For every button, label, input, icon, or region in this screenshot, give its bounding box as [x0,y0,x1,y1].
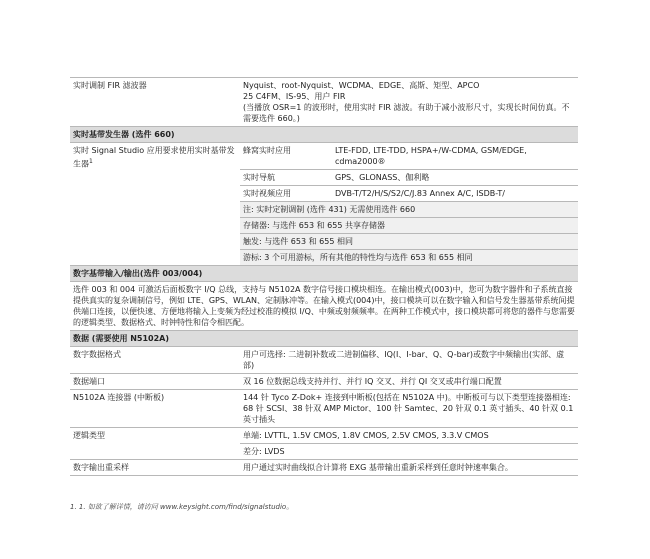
fir-line1: Nyquist、root-Nyquist、WCDMA、EDGE、高斯、矩型、APCO [243,81,480,90]
data-row [70,390,578,428]
logic-subtable [240,428,578,459]
data-header: 数据 (需要使用 N5102A) [70,331,578,347]
baseband-row [70,143,578,266]
fir-value [240,78,578,126]
data-value: 用户可选择: 二进制补数或二进制偏移、IQ(I、I-bar、Q、Q-bar)或数字中频输出(实部、虚部) [243,350,565,370]
sub-key: 蜂窝实时应用 [243,146,291,155]
footnote: 1. 1. 如欲了解详情，请访问 www.keysight.com/find/signalstudio。 [70,503,294,511]
logic-subrow: 单端: LVTTL, 1.5V CMOS, 1.8V CMOS, 2.5V CMOS, 3.3.V CMOS [240,428,578,444]
data-row [70,374,578,390]
data-row [70,347,578,374]
data-value: 144 针 Tyco Z-Dok+ 连接到中断板(包括在 N5102A 中)。中断板可与以下类型连接器相连: 68 针 SCSI、38 针双 AMP Mictor、100 针 Samtec、20 针双 0.1 英寸插头、40 针双 0.1 英寸插头 [243,393,574,424]
sub-value: LTE-FDD, LTE-TDD, HSPA+/W-CDMA, GSM/EDGE, cdma2000® [335,146,527,166]
baseband-note: 存储器: 与选件 653 和 655 共享存储器 [240,218,578,234]
resample-value: 用户通过实时曲线拟合计算将 EXG 基带输出重新采样到任意时钟速率集合。 [243,463,513,472]
baseband-header: 实时基带发生器 (选件 660) [70,127,578,143]
baseband-subtable [240,143,578,265]
fir-line3: (当播放 OSR=1 的波形时，使用实时 FIR 滤波。有助于减小波形尺寸，实现长时间仿真。不需要选件 660。) [243,103,570,123]
sub-key: 实时导航 [243,173,275,182]
baseband-note: 触发: 与选件 653 和 655 相同 [240,234,578,250]
sub-value: DVB-T/T2/H/S/S2/C/J.83 Annex A/C, ISDB-T/ [335,189,505,198]
sub-key: 实时视频应用 [243,189,291,198]
data-key: N5102A 连接器 (中断板) [73,393,165,402]
resample-row [70,460,578,476]
baseband-note: 游标: 3 个可用游标，所有其他的特性均与选件 653 和 655 相同 [240,250,578,265]
fir-label: 实时调制 FIR 滤波器 [73,81,147,90]
digital-io-header: 数字基带输入/输出(选件 003/004) [70,266,578,282]
baseband-subrow [240,186,578,202]
baseband-subrow [240,170,578,186]
fir-line2: 25 C4FM、IS-95、用户 FIR [243,92,346,101]
logic-label: 逻辑类型 [73,431,105,440]
sub-value: GPS、GLONASS、伽利略 [335,173,430,182]
logic-row [70,428,578,460]
data-key: 数字数据格式 [73,350,121,359]
footnote-mark: 1 [89,158,93,165]
digital-io-text: 选件 003 和 004 可激活后面板数字 I/Q 总线，支持与 N5102A 数字信号接口模块相连。在输出模式(003)中，您可为数字器件和子系统直接提供真实的复杂调制信号，例如 LTE、GPS、WLAN、定制脉冲等。在输入模式(004)中，接口模块可以在数字输入和信号发生器基带系统间提供端口连接，以便快速、方便地将输入上变频为经过校准的模拟 I/Q、中频或射频频率。在两种工作模式中，接口模块都可将您的器件与您需要的逻辑类型、数据格式、时钟特性和信令相匹配。 [73,285,575,327]
resample-label: 数字输出重采样 [73,463,129,472]
baseband-subrow [240,143,578,170]
logic-subrow: 差分: LVDS [243,447,285,456]
data-key: 数据端口 [73,377,105,386]
data-value: 双 16 位数据总线支持并行、并行 IQ 交叉、并行 QI 交叉或串行端口配置 [243,377,502,386]
baseband-note: 注: 实时定制调制 (选件 431) 无需使用选件 660 [240,202,578,218]
fir-row [70,77,578,127]
digital-io-row [70,282,578,331]
baseband-label: 实时 Signal Studio 应用要求使用实时基带发生器$^1$ [73,146,235,169]
spec-table [70,77,578,476]
